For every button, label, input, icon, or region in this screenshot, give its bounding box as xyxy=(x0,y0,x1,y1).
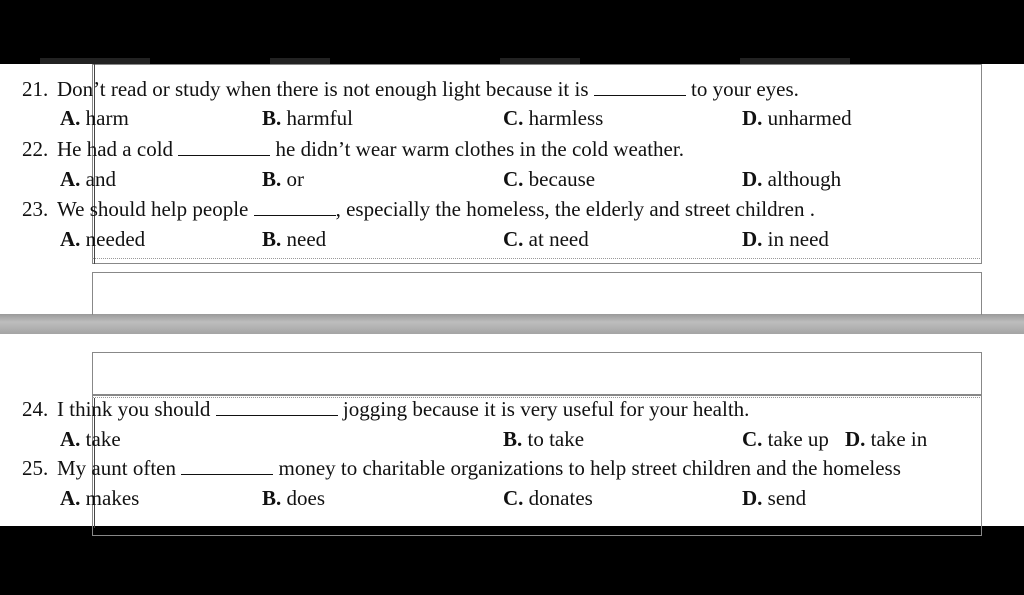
option-d[interactable]: D. send xyxy=(742,486,807,510)
option-c[interactable]: C. because xyxy=(503,167,596,191)
question-number: 21. xyxy=(22,77,49,101)
option-b[interactable]: B. does xyxy=(262,486,326,510)
option-a[interactable]: A. needed xyxy=(60,227,146,251)
question-number: 24. xyxy=(22,397,49,421)
option-c[interactable]: C. at need xyxy=(503,227,589,251)
option-a[interactable]: A. take xyxy=(60,427,121,451)
option-c[interactable]: C. donates xyxy=(503,486,593,510)
answer-blank[interactable] xyxy=(178,136,270,156)
text-box-frame xyxy=(92,352,982,396)
question-number: 25. xyxy=(22,456,49,480)
option-b[interactable]: B. harmful xyxy=(262,106,353,130)
question-number: 23. xyxy=(22,197,49,221)
option-c[interactable]: C. harmless xyxy=(503,106,604,130)
option-a[interactable]: A. harm xyxy=(60,106,129,130)
option-d[interactable]: D. in need xyxy=(742,227,829,251)
question-stem: My aunt often money to charitable organizations to help street children and the homeless xyxy=(57,456,901,480)
question-stem: I think you should jogging because it is very useful for your health. xyxy=(57,397,750,421)
option-c[interactable]: C. take up xyxy=(742,427,829,451)
option-b[interactable]: B. or xyxy=(262,167,305,191)
text-box-frame xyxy=(92,272,982,315)
option-d[interactable]: D. take in xyxy=(845,427,928,451)
option-b[interactable]: B. need xyxy=(262,227,327,251)
answer-blank[interactable] xyxy=(216,396,338,416)
divider-line xyxy=(92,258,980,259)
answer-blank[interactable] xyxy=(181,455,273,475)
question-stem: Don’t read or study when there is not enough light because it is to your eyes. xyxy=(57,77,799,101)
answer-blank[interactable] xyxy=(254,196,336,216)
question-stem: He had a cold he didn’t wear warm clothes in the cold weather. xyxy=(57,137,684,161)
option-d[interactable]: D. unharmed xyxy=(742,106,852,130)
option-d[interactable]: D. although xyxy=(742,167,842,191)
question-number: 22. xyxy=(22,137,49,161)
question-stem: We should help people , especially the homeless, the elderly and street children . xyxy=(57,197,815,221)
page-gap xyxy=(0,314,1024,334)
option-a[interactable]: A. and xyxy=(60,167,116,191)
answer-blank[interactable] xyxy=(594,76,686,96)
option-a[interactable]: A. makes xyxy=(60,486,140,510)
option-b[interactable]: B. to take xyxy=(503,427,585,451)
